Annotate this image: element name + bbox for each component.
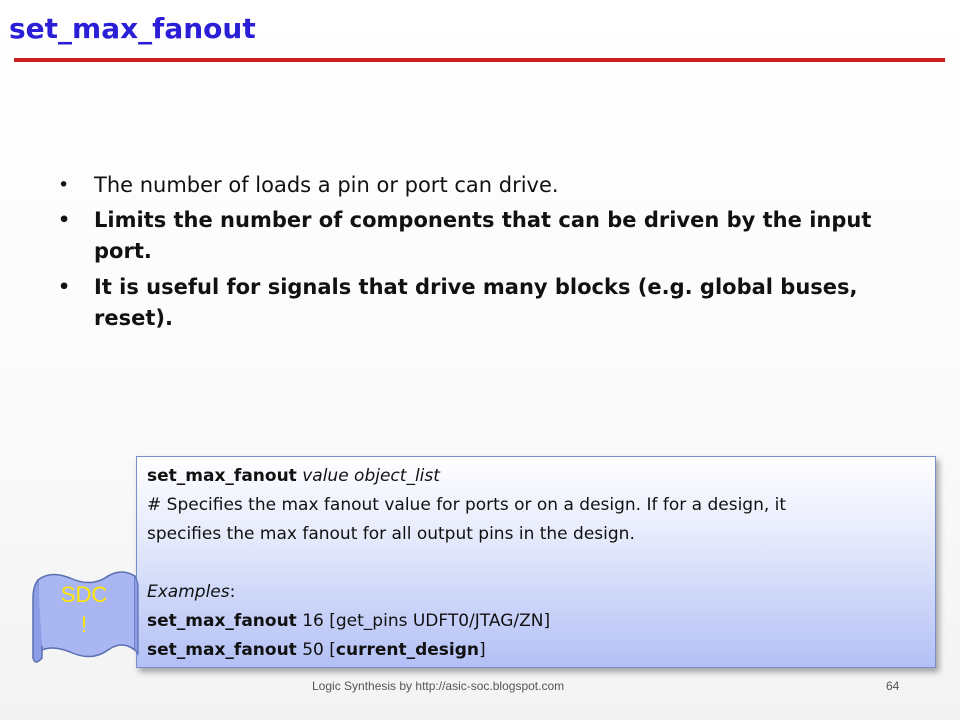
description-line-1: # Specifies the max fanout value for ports or on a design. If for a design, it [147,495,787,515]
bullet-marker: • [58,209,71,231]
example-command: set_max_fanout [147,640,297,660]
bullet-item [58,205,898,267]
examples-label: Examples [147,582,230,602]
title-underline [14,58,945,62]
example-arguments: 50 [ [296,640,336,660]
syntax-arguments: value object_list [296,466,440,486]
bullet-item [58,272,898,334]
page-number: 64 [886,679,900,693]
example-arguments-end: ] [479,640,486,660]
sdc-syntax-box [136,456,936,668]
bullet-marker: • [58,174,70,196]
bullet-item [58,170,898,200]
description-line-2: specifies the max fanout for all output pins in the design. [147,524,635,544]
blank-line [147,549,925,578]
scroll-label [30,580,138,640]
example-line-1 [147,607,925,636]
syntax-line [147,462,925,491]
sdc-scroll-icon [30,566,140,672]
scroll-label-line-2: ! [80,612,88,637]
bullet-list [58,170,898,339]
scroll-label-line-1: SDC [60,582,108,607]
example-line-2 [147,636,925,665]
footer-text: Logic Synthesis by http://asic-soc.blogspot.com [312,679,565,693]
bullet-text: Limits the number of components that can be driven by the input port. [94,208,872,263]
example-arguments: 16 [get_pins UDFT0/JTAG/ZN] [296,611,551,631]
example-command: set_max_fanout [147,611,297,631]
examples-colon: : [229,582,236,602]
bullet-text: It is useful for signals that drive many blocks (e.g. global buses, reset). [94,275,858,330]
bullet-text: The number of loads a pin or port can drive. [94,173,559,197]
bullet-marker: • [58,276,71,298]
example-arguments-bold: current_design [335,640,480,660]
syntax-command: set_max_fanout [147,466,297,486]
slide-title: set_max_fanout [9,12,256,45]
examples-heading [147,578,925,607]
